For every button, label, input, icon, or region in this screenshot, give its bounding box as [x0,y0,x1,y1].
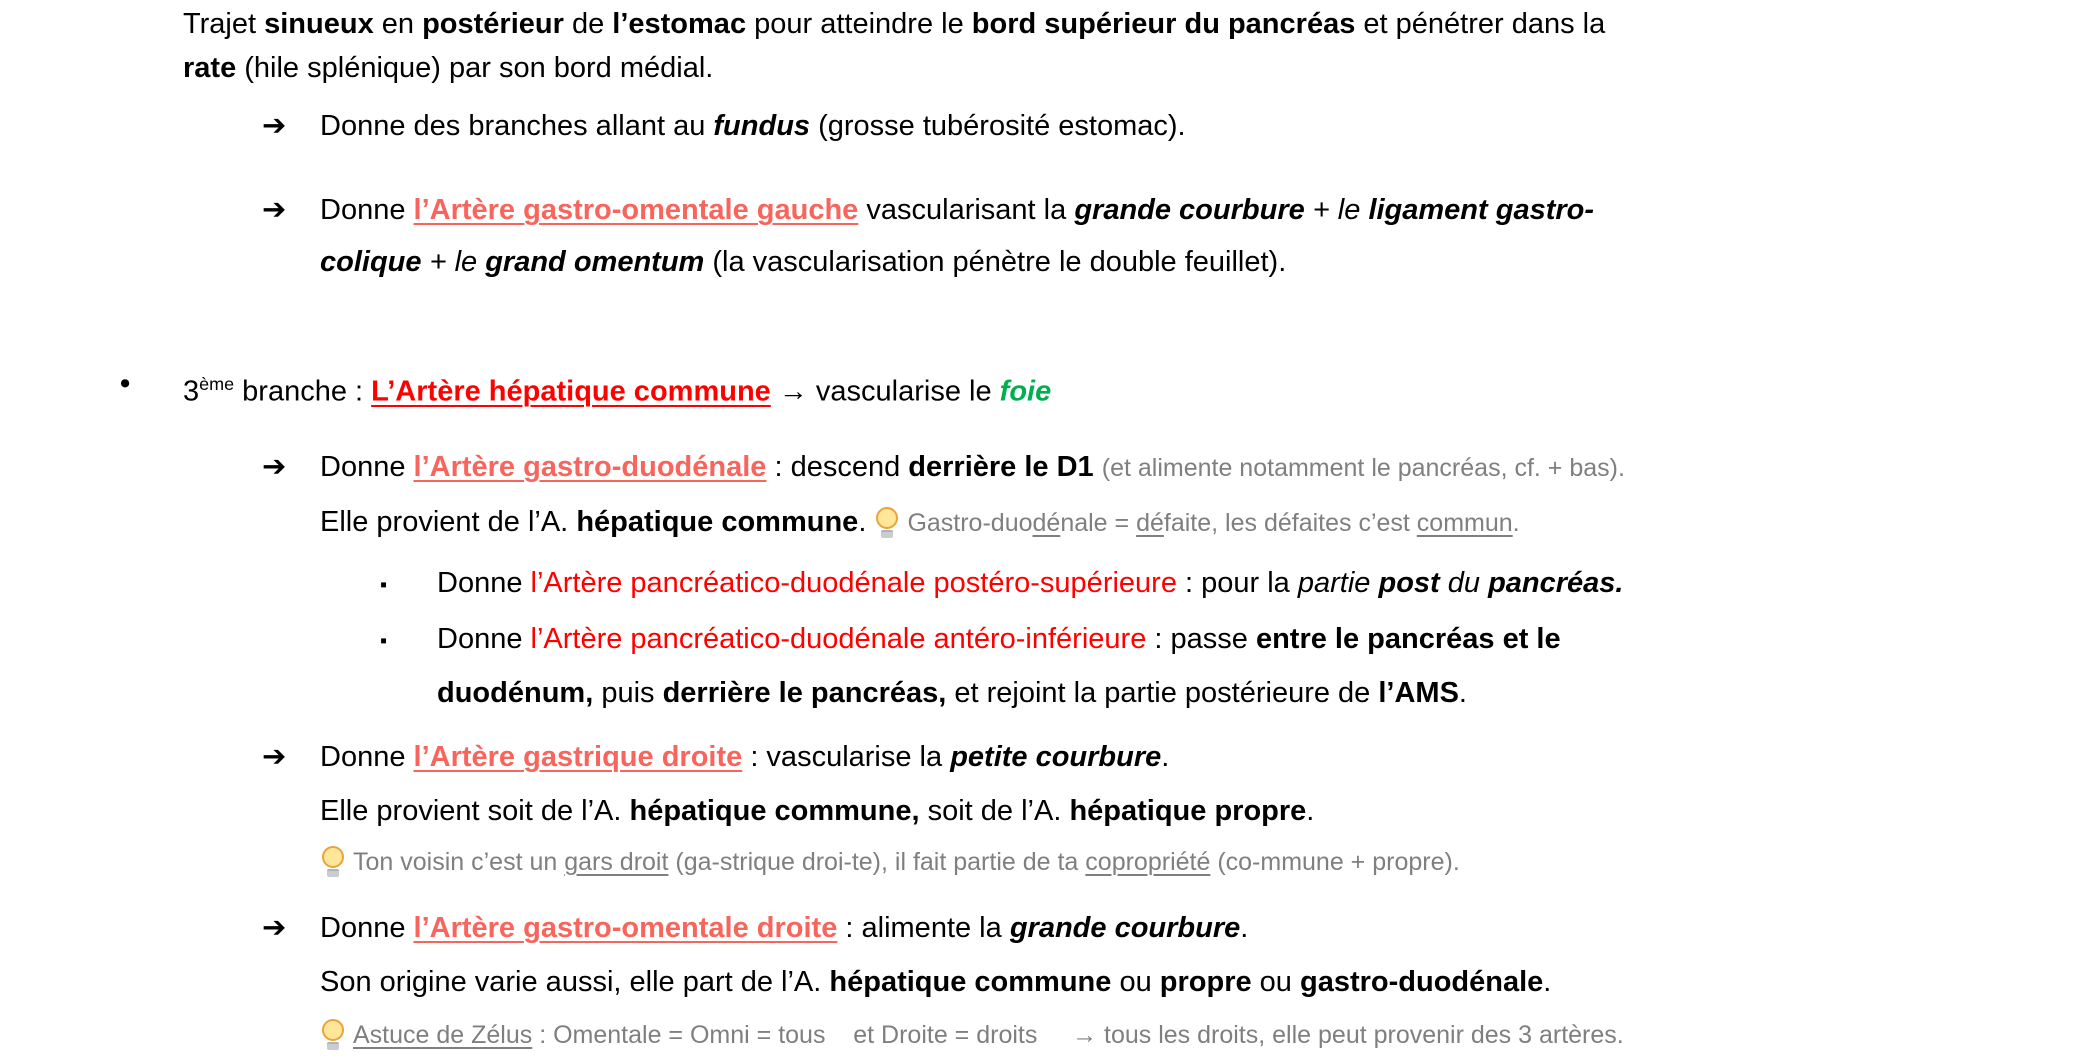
text-run: dé [1032,508,1061,537]
text-run: post [1378,566,1440,599]
text-run: partie [1297,566,1379,599]
text-run: du [1439,566,1489,599]
bullet-gastro-omentale-gauche-text [320,184,2084,288]
text-run: ligament gastro- [1368,194,1595,226]
bullet-gastro-duodenale [262,440,2084,550]
text-run: : alimente la [837,911,1010,944]
mnemonic-gastrique-droite [320,838,2084,885]
text-run: gars droit [564,847,669,876]
subbullet-pancreatico-antero-inferieure [380,612,2084,720]
text-run: → [778,375,808,408]
text-run: nale = [1060,508,1137,537]
text-run: (grosse tubérosité estomac). [810,110,1186,142]
bullet-gastro-duodenale-text [320,440,2084,550]
text-run: : passe [1146,622,1256,655]
text-run: vascularisant la [858,194,1075,226]
text-run: l’Artère pancréatico-duodénale postéro-supérieure [530,566,1177,599]
text-run [1094,451,1102,483]
text-run: vascularise le [807,375,1000,408]
text-run: . [858,505,875,538]
text-run: l’Artère pancréatico-duodénale antéro-inférieure [530,622,1147,655]
text-run: Gastro-duo [907,508,1033,537]
text-run: Son origine varie aussi, elle part de l’A. [320,965,830,998]
text-run: Donne [320,911,414,944]
text-run: foie [999,375,1052,408]
text-run: soit de l’A. [919,794,1070,827]
arrow-bullet-icon: ➔ [262,450,287,483]
text-run: : vascularise la [742,740,951,773]
text-run: Ton voisin c’est un [353,847,565,876]
text-run: . [1306,794,1315,827]
text-run: commun [1416,508,1513,537]
bullet-artere-hepatique-commune [120,362,2084,414]
text-run: Elle provient de l’A. [320,505,577,538]
text-run: hépatique propre [1069,794,1307,827]
bullet-artere-hepatique-commune-text [183,362,2084,414]
text-run: 3 [183,375,200,408]
text-run: en [373,8,423,40]
bullet-fundus [262,104,2084,148]
text-run: et pénétrer dans la [1355,8,1606,40]
text-run: l’Artère gastro-omentale droite [413,911,838,944]
text-run: grande courbure [1074,194,1305,226]
lightbulb-icon [876,507,898,538]
text-run: Donne [320,194,414,226]
text-run [771,376,779,408]
subbullet-pancreatico-postero-superieure-text [437,556,2084,610]
text-run: (la vascularisation pénètre le double feuillet). [704,246,1287,278]
text-run: . [1543,965,1552,998]
bullet-gastro-omentale-droite-text [320,901,2084,1009]
text-run: l’Artère gastro-omentale gauche [413,194,859,226]
text-run: propre [1159,965,1252,998]
subbullet-pancreatico-postero-superieure [380,556,2084,612]
text-run: ou [1111,965,1160,998]
text-run: bord supérieur du pancréas [971,8,1356,40]
text-run: et rejoint la partie postérieure de [946,676,1379,709]
lightbulb-icon [322,846,344,877]
text-run: + le [1304,194,1369,226]
text-run: Donne [320,450,414,483]
text-run: sinueux [264,8,374,40]
text-run: (co-mmune + propre). [1210,847,1460,876]
text-run: hépatique commune, [629,794,920,827]
text-run: Donne [437,566,531,599]
round-bullet-icon: • [120,368,131,400]
text-run: . [1512,508,1520,537]
text-run: hépatique commune [576,505,859,538]
text-run: . [1458,676,1467,709]
text-run: ème [199,374,235,394]
bullet-gastro-omentale-droite [262,901,2084,1009]
text-run: postérieur [422,8,564,40]
text-run: puis [593,676,663,709]
text-run: derrière le pancréas, [662,676,947,709]
bullet-fundus-text [320,104,2084,148]
text-run: de [563,8,613,40]
text-run: Donne des branches allant au [320,110,714,142]
text-run: l’AMS [1378,676,1459,709]
text-run: hépatique commune [829,965,1112,998]
text-run: + le [421,246,486,278]
subbullet-pancreatico-antero-inferieure-text [437,612,2084,720]
text-run: pour atteindre le [746,8,972,40]
text-run: copropriété [1085,847,1211,876]
square-bullet-icon: ▪ [380,629,388,652]
text-run: l’estomac [612,8,747,40]
text-run: entre le pancréas et le [1255,622,1561,655]
arrow-bullet-icon: ➔ [262,911,287,944]
text-run: (ga-strique droi-te), il fait partie de ta [668,847,1086,876]
text-run: ou [1251,965,1300,998]
arrow-bullet-icon: ➔ [262,740,287,773]
text-run: Donne [437,622,531,655]
square-bullet-icon: ▪ [380,573,388,596]
bullet-gastrique-droite [262,730,2084,838]
text-run: duodénum, [437,676,594,709]
text-run: Trajet [183,8,265,40]
text-run: (et alimente notamment le pancréas, cf. + bas). [1101,453,1625,482]
lightbulb-icon [322,1019,344,1050]
text-run: l’Artère gastro-duodénale [413,450,767,483]
text-run: : Omentale = Omni = tous et Droite = droits → tous les droits, elle peut provenir des 3 artères. [532,1020,1624,1049]
text-run: (hile splénique) par son bord médial. [236,52,714,84]
text-run: : descend [766,450,909,483]
text-run: grande courbure [1009,911,1241,944]
bullet-gastrique-droite-text [320,730,2084,838]
paragraph-trajet [183,2,2084,90]
text-run: . [1161,740,1170,773]
text-run: pancréas. [1488,566,1624,599]
arrow-bullet-icon: ➔ [262,194,287,226]
text-run: l’Artère gastrique droite [413,740,743,773]
text-run: : pour la [1176,566,1298,599]
mnemonic-gastro-omentale-droite [320,1011,2084,1058]
bullet-gastro-omentale-gauche [262,184,2084,288]
text-run: gastro-duodénale [1299,965,1544,998]
text-run: . [1240,911,1249,944]
text-run: grand omentum [485,246,705,278]
text-run: petite courbure [950,740,1162,773]
text-run: derrière le D1 [908,450,1094,483]
text-run: Elle provient soit de l’A. [320,794,630,827]
text-run: faite, les défaites c’est [1163,508,1417,537]
text-run: rate [183,52,237,84]
arrow-bullet-icon: ➔ [262,110,287,142]
text-run: Donne [320,740,414,773]
text-run: branche : [234,375,372,408]
text-run: L’Artère hépatique commune [371,375,771,408]
text-run: Astuce de Zélus [353,1020,533,1049]
text-run: colique [320,246,422,278]
text-run: dé [1136,508,1164,537]
text-run: fundus [713,110,811,142]
